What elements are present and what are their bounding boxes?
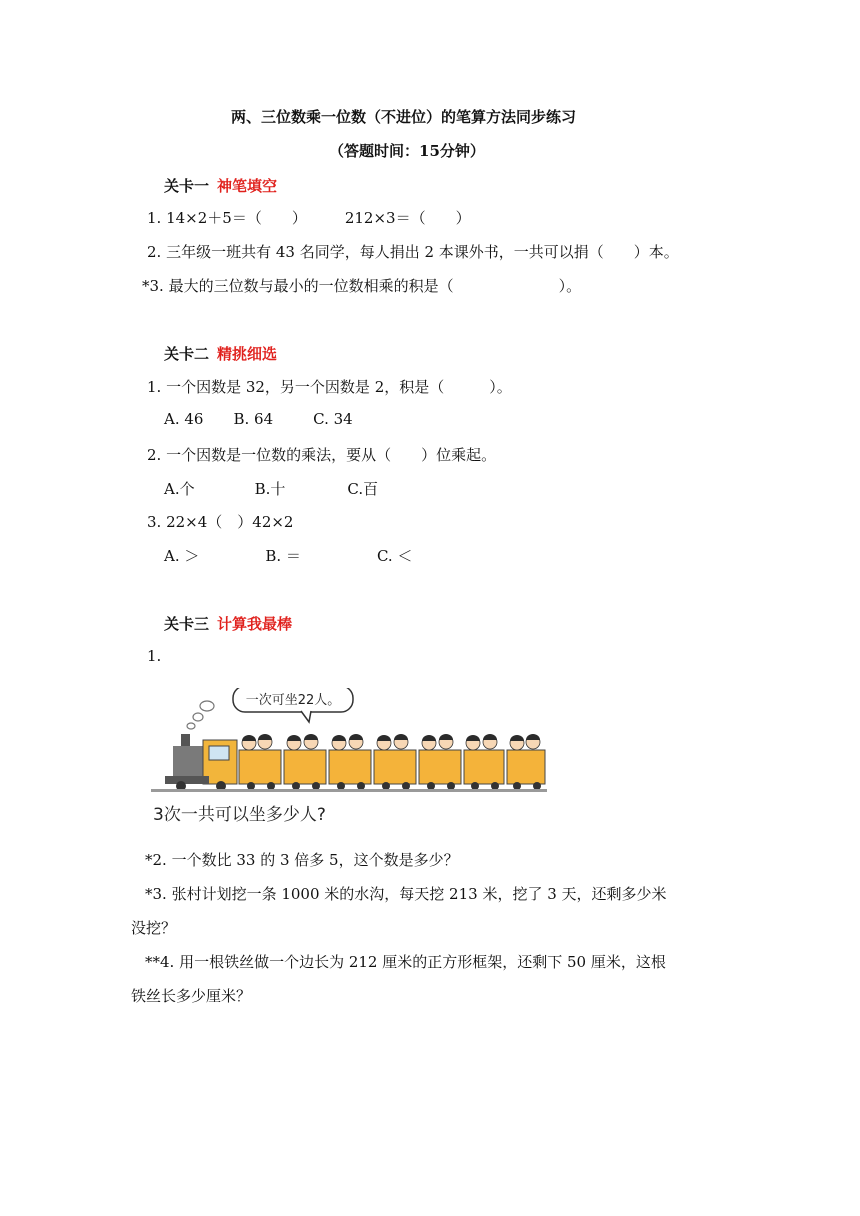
option-a: A.个 — [164, 480, 195, 498]
options-2-1 — [164, 410, 353, 428]
options-2-3 — [164, 545, 412, 566]
question-3-3-line2: 没挖？ — [131, 919, 177, 937]
question-2-3: 3. 22×4（ ）42×2 — [147, 513, 294, 531]
passenger-hair — [242, 734, 540, 741]
option-c: C. 34 — [313, 410, 353, 428]
section-label: 关卡一 — [164, 177, 210, 195]
question-2-1: 1. 一个因数是 32，另一个因数是 2，积是（ ）。 — [147, 378, 512, 396]
options-2-2 — [164, 478, 378, 499]
section-heading-3 — [164, 613, 292, 634]
question-3-4-line1: **4. 用一根铁丝做一个边长为 212 厘米的正方形框架，还剩下 50 厘米，这根 — [145, 953, 666, 971]
question-text: 212×3＝（ ） — [344, 209, 471, 227]
option-b: B. ＝ — [265, 547, 301, 565]
speech-bubble — [233, 688, 353, 722]
section-label: 关卡三 — [164, 615, 210, 633]
bubble-text: 一次可坐22人。 — [245, 693, 341, 708]
question-1-1 — [147, 207, 471, 228]
question-2-2: 2. 一个因数是一位数的乘法，要从（ ）位乘起。 — [147, 446, 497, 464]
question-1-3: *3. 最大的三位数与最小的一位数相乘的积是（ ）。 — [142, 277, 582, 295]
train-cars — [239, 750, 545, 784]
option-c: C.百 — [347, 480, 379, 498]
locomotive — [165, 734, 237, 784]
question-3-3-line1: *3. 张村计划挖一条 1000 米的水沟，每天挖 213 米，挖了 3 天，还剩多少米 — [145, 885, 667, 903]
section-name: 神笔填空 — [217, 177, 278, 195]
option-b: B. 64 — [233, 410, 274, 428]
picture-question: 3次一共可以坐多少人? — [153, 805, 326, 825]
option-b: B.十 — [254, 480, 286, 498]
question-1-2: 2. 三年级一班共有 43 名同学，每人捐出 2 本课外书，一共可以捐（ ）本。 — [147, 243, 679, 261]
option-a: A. ＞ — [164, 547, 200, 565]
section-heading-1 — [164, 175, 277, 196]
question-3-2: *2. 一个数比 33 的 3 倍多 5，这个数是多少？ — [145, 851, 459, 869]
smoke-puffs — [187, 701, 214, 729]
section-name: 精挑细选 — [217, 345, 278, 363]
page-subtitle: （答题时间：15分钟） — [329, 142, 485, 160]
question-3-1: 1. — [147, 647, 162, 665]
question-text: 1. 14×2＋5＝（ ） — [147, 209, 307, 227]
track — [151, 789, 547, 792]
section-name: 计算我最棒 — [217, 615, 293, 633]
section-heading-2 — [164, 343, 277, 364]
question-3-4-line2: 铁丝长多少厘米？ — [131, 987, 252, 1005]
option-a: A. 46 — [164, 410, 204, 428]
section-label: 关卡二 — [164, 345, 210, 363]
page-title: 两、三位数乘一位数（不进位）的笔算方法同步练习 — [231, 108, 577, 126]
train-illustration — [151, 688, 547, 830]
option-c: C. ＜ — [376, 547, 413, 565]
